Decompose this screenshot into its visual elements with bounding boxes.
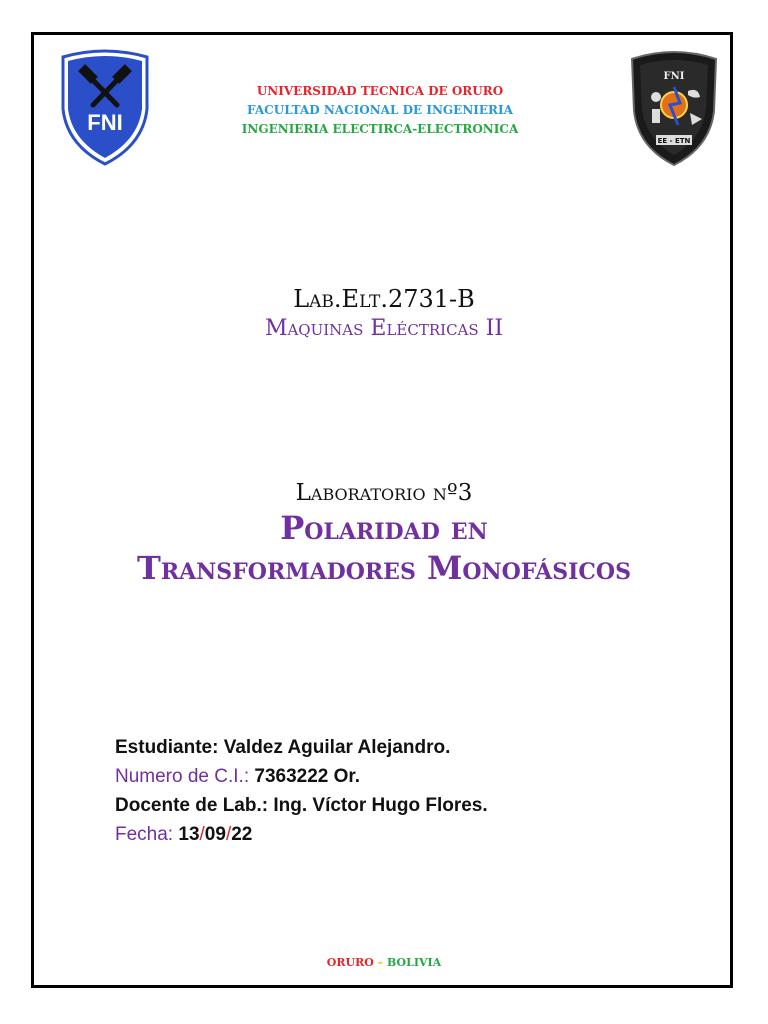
ee-etn-shield-logo [628, 47, 720, 167]
ci-row [115, 762, 675, 791]
ci-value: 7363222 Or. [254, 766, 361, 787]
teacher-row [115, 791, 675, 820]
footer-city: ORURO [326, 956, 374, 969]
student-value: Valdez Aguilar Alejandro. [223, 737, 451, 758]
teacher-value: Ing. Víctor Hugo Flores. [273, 795, 488, 816]
student-label: Estudiante: [115, 737, 219, 758]
footer-dash: – [377, 956, 384, 969]
shield-top-text: FNI [663, 71, 685, 82]
faculty-name: FACULTAD NACIONAL DE INGENIERIA [247, 103, 513, 117]
date-separator: / [225, 824, 232, 845]
teacher-label: Docente de Lab.: [115, 795, 269, 816]
date-day: 13 [178, 824, 200, 845]
date-year: 22 [231, 824, 253, 845]
fni-logo-text: FNI [87, 110, 123, 135]
footer-location [0, 956, 768, 969]
fni-shield-logo [55, 47, 155, 167]
date-row [115, 820, 675, 849]
course-code: Lab.Elt.2731-B [293, 285, 475, 313]
date-label: Fecha: [115, 824, 174, 845]
lab-number: Laboratorio nº3 [295, 480, 473, 506]
footer-country: BOLIVIA [387, 956, 442, 969]
lab-title-line1: Polaridad en [280, 509, 488, 547]
shield-bottom-text: EE - ETN [657, 137, 691, 145]
date-separator: / [199, 824, 205, 845]
course-block [0, 284, 768, 344]
student-info [115, 733, 675, 849]
course-name: Maquinas Eléctricas II [264, 316, 504, 341]
date-month: 09 [204, 824, 226, 845]
lab-block [0, 478, 768, 588]
career-name: INGENIERIA ELECTIRCA-ELECTRONICA [241, 122, 519, 136]
ci-label: Numero de C.I.: [115, 766, 250, 787]
university-name: UNIVERSIDAD TECNICA DE ORURO [256, 84, 504, 98]
institution-header [160, 82, 600, 139]
lab-title-line2: Transformadores Monofásicos [137, 549, 631, 587]
student-row [115, 733, 675, 762]
